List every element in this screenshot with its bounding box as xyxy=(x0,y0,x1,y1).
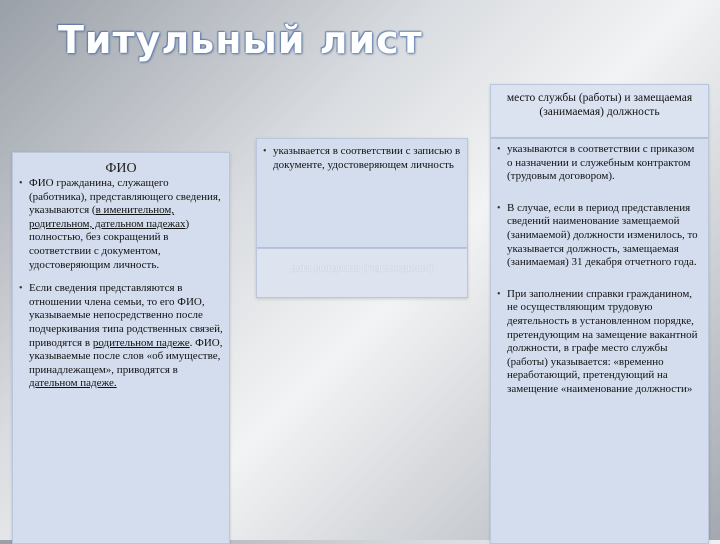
birthdate-description-panel xyxy=(256,138,468,248)
fio-bullet-2-text-a: Если сведения представляются в отношении члена семьи, то его ФИО, указываемые непосредственно после подчеркивания типа родственных связей, приводятся в xyxy=(29,282,223,349)
birthdate-list xyxy=(261,145,461,182)
fio-bullet-2 xyxy=(17,282,223,391)
fio-bullet-1-text-b: ) полностью, без сокращений в соответствии с документом, удостоверяющим личность. xyxy=(29,217,190,271)
fio-bullet-1-text-a: ФИО гражданина, служащего (работника), представляющего сведения, указываются ( xyxy=(29,177,221,217)
fio-bullet-1-underlined: в именительном, родительном, дательном падежах xyxy=(29,204,186,230)
fio-bullet-2-underlined-b: дательном падеже. xyxy=(29,377,117,390)
position-header: место службы (работы) и замещаемая (занимаемая) должность xyxy=(506,92,693,118)
position-bullet-1: • указываются в соответствии с приказом о назначении и служебным контрактом (трудовым договором). xyxy=(495,143,702,184)
birthdate-bullet-1: • указывается в соответствии с записью в документе, удостоверяющем личность xyxy=(261,145,461,172)
position-header-box xyxy=(490,84,709,138)
birthdate-header-box xyxy=(256,248,468,298)
position-panel xyxy=(490,138,709,544)
position-bullet-2: • В случае, если в период представления сведений наименование замещаемой (занимаемой) должности изменилось, то указывается должность, замещаемая (занимаемая) 31 декабря отчетного года. xyxy=(495,202,702,270)
fio-bullet-1 xyxy=(17,177,223,272)
fio-bullet-2-text-b: . ФИО, указываемые после слов «об имуществе, принадлежащем», приводятся в xyxy=(29,336,223,376)
birthdate-header: дата рождения (год рождения) xyxy=(291,262,433,274)
position-list xyxy=(495,143,702,415)
fio-list xyxy=(17,177,223,401)
fio-panel xyxy=(12,152,230,544)
fio-header: ФИО xyxy=(105,161,137,176)
position-bullet-3: • При заполнении справки гражданином, не осуществляющим трудовую деятельность в установленном порядке, претендующим на замещение вакантной должности, в графе место службы (работы) указывается: «временно неработающий, претендующий на замещение «наименование должности» xyxy=(495,288,702,397)
page-title: Титульный лист xyxy=(58,18,423,62)
fio-bullet-2-underlined-a: родительном падеже xyxy=(92,336,190,349)
